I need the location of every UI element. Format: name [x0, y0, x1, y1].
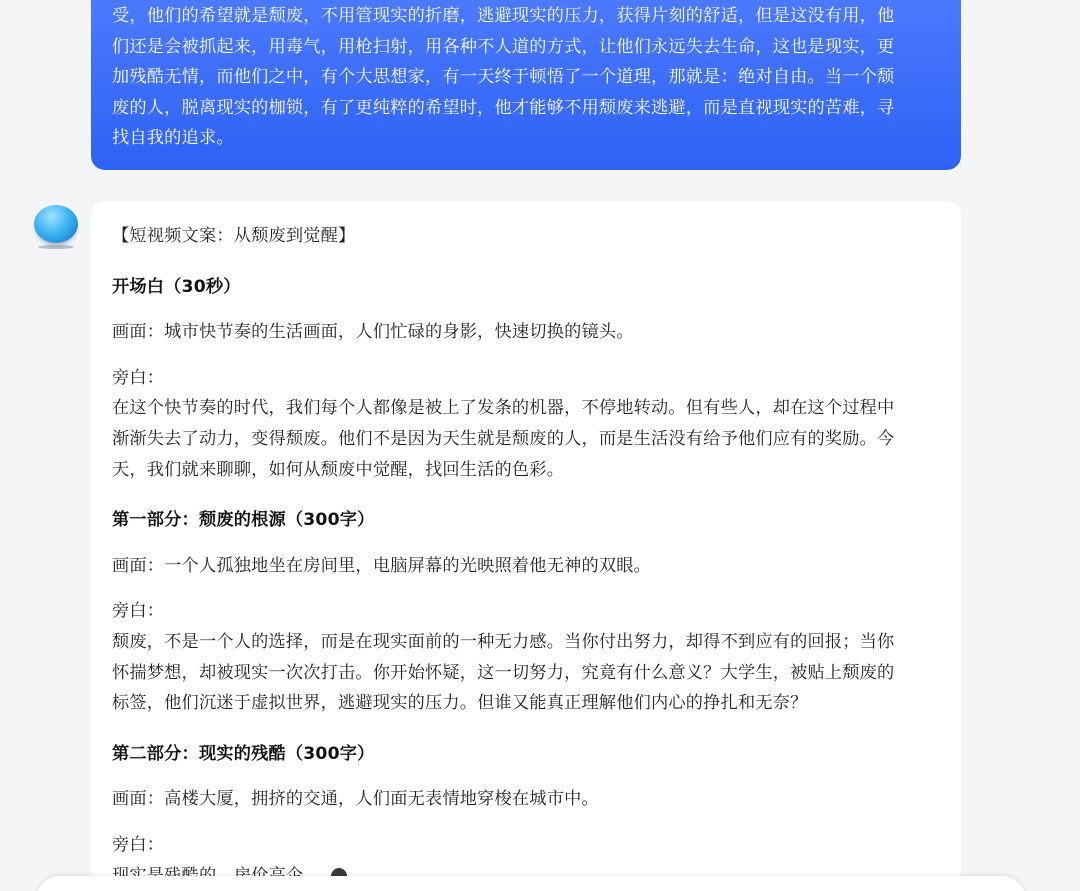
user-message-line: 找自我的追求。	[112, 128, 234, 149]
section-heading: 开场白（30秒）	[112, 276, 241, 297]
narration-label: 旁白：	[112, 834, 165, 855]
section-heading: 第一部分：颓废的根源（300字）	[112, 510, 375, 531]
scene-description: 画面：高楼大厦，拥挤的交通，人们面无表情地穿梭在城市中。	[112, 789, 599, 810]
narration-line: 天，我们就来聊聊，如何从颓废中觉醒，找回生活的色彩。	[112, 459, 565, 480]
assistant-message-bubble	[91, 201, 961, 891]
scene-description: 画面：一个人孤独地坐在房间里，电脑屏幕的光映照着他无神的双眼。	[112, 555, 652, 576]
user-message-line: 加残酷无情，而他们之中，有个大思想家，有一天终于顿悟了一个道理，那就是：绝对自由。当一个颓	[112, 67, 895, 88]
narration-line: 渐渐失去了动力，变得颓废。他们不是因为天生就是颓废的人，而是生活没有给予他们应有的奖励。今	[112, 428, 895, 449]
narration-line: 颓废，不是一个人的选择，而是在现实面前的一种无力感。当你付出努力，却得不到应有的回报；当你	[112, 631, 895, 652]
narration-label: 旁白：	[112, 601, 165, 622]
narration-line: 怀揣梦想，却被现实一次次打击。你开始怀疑，这一切努力，究竟有什么意义？大学生，被贴上颓废的	[112, 662, 895, 683]
message-title: 【短视频文案：从颓废到觉醒】	[112, 226, 356, 246]
scene-description: 画面：城市快节奏的生活画面，人们忙碌的身影，快速切换的镜头。	[112, 322, 634, 343]
section-heading: 第二部分：现实的残酷（300字）	[112, 743, 375, 764]
user-message-line: 们还是会被抓起来，用毒气，用枪扫射，用各种不人道的方式，让他们永远失去生命，这也是现实，更	[112, 36, 895, 57]
user-message-line: 废的人，脱离现实的枷锁，有了更纯粹的希望时，他才能够不用颓废来逃避，而是直视现实的苦难，寻	[112, 97, 895, 118]
message-input-bar[interactable]	[36, 876, 1026, 891]
user-message-bubble	[91, 0, 961, 170]
user-message-line: 受，他们的希望就是颓废，不用管现实的折磨，逃避现实的压力，获得片刻的舒适，但是这没有用，他	[112, 6, 895, 26]
assistant-avatar-icon	[34, 205, 78, 243]
narration-line: 标签，他们沉迷于虚拟世界，逃避现实的压力。但谁又能真正理解他们内心的挣扎和无奈？	[112, 693, 808, 714]
narration-line: 在这个快节奏的时代，我们每个人都像是被上了发条的机器，不停地转动。但有些人，却在这个过程中	[112, 398, 895, 419]
narration-label: 旁白：	[112, 367, 165, 388]
